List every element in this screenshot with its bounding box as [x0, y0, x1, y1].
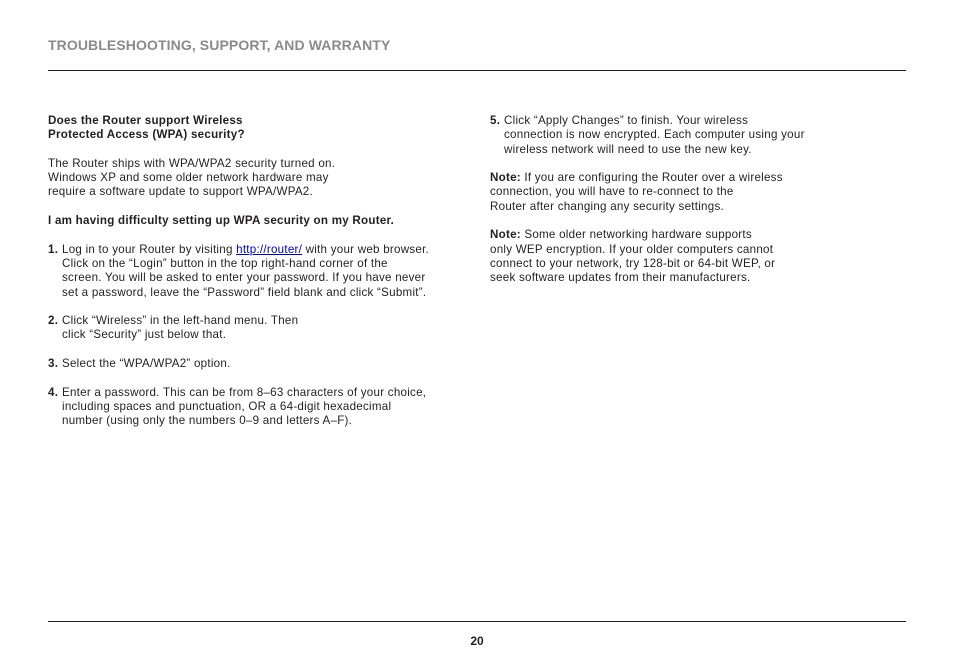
step-3 — [48, 357, 473, 371]
step-text: with your web browser. — [302, 242, 430, 256]
header-divider — [48, 70, 906, 71]
note-line: Router after changing any security settings. — [490, 199, 724, 213]
note-label: Note: — [490, 171, 521, 185]
note-wep-only — [490, 228, 850, 285]
step-2 — [48, 314, 473, 343]
router-link[interactable]: http://router/ — [236, 242, 303, 256]
step-line: connection is now encrypted. Each computer using your — [504, 128, 805, 142]
step-line: wireless network will need to use the new key. — [504, 142, 752, 156]
right-column — [490, 114, 850, 300]
answer-paragraph — [48, 157, 473, 200]
step-line: set a password, leave the “Password” field blank and click “Submit”. — [62, 285, 427, 299]
step-line: number (using only the numbers 0–9 and letters A–F). — [62, 414, 353, 428]
step-number: 4. — [48, 385, 59, 399]
note-line: connection, you will have to re-connect to the — [490, 185, 734, 199]
step-number: 2. — [48, 314, 59, 328]
note-label: Note: — [490, 228, 521, 242]
question-wpa-support — [48, 114, 473, 143]
paragraph-line: Windows XP and some older network hardware may — [48, 171, 329, 185]
step-number: 1. — [48, 242, 59, 256]
footer-divider — [48, 621, 906, 622]
step-line: Select the “WPA/WPA2” option. — [62, 357, 231, 371]
step-line: Click “Apply Changes” to finish. Your wireless — [504, 114, 749, 127]
step-line — [62, 243, 473, 257]
step-4 — [48, 386, 473, 429]
note-line — [490, 171, 850, 185]
step-5 — [490, 114, 850, 157]
step-1 — [48, 243, 473, 300]
note-line: connect to your network, try 128-bit or 64-bit WEP, or — [490, 256, 776, 270]
step-text: Log in to your Router by visiting — [62, 242, 237, 256]
note-wireless-reconnect — [490, 171, 850, 214]
question-wpa-setup: I am having difficulty setting up WPA security on my Router. — [48, 214, 395, 228]
step-line: Enter a password. This can be from 8–63 characters of your choice, — [62, 385, 427, 399]
step-number: 5. — [490, 114, 501, 127]
step-line: including spaces and punctuation, OR a 64-digit hexadecimal — [62, 399, 392, 413]
question-line: Does the Router support Wireless — [48, 114, 243, 127]
note-line — [490, 228, 850, 242]
note-text: Some older networking hardware supports — [520, 228, 752, 242]
left-column — [48, 114, 473, 443]
note-line: seek software updates from their manufacturers. — [490, 271, 751, 285]
section-header: TROUBLESHOOTING, SUPPORT, AND WARRANTY — [48, 37, 391, 53]
step-line: click “Security” just below that. — [62, 328, 227, 342]
step-number: 3. — [48, 357, 59, 371]
step-line: Click on the “Login” button in the top right-hand corner of the — [62, 256, 388, 270]
page-number: 20 — [470, 634, 484, 648]
note-line: only WEP encryption. If your older computers cannot — [490, 242, 774, 256]
step-line: screen. You will be asked to enter your password. If you have never — [62, 271, 426, 285]
note-text: If you are configuring the Router over a wireless — [520, 171, 783, 185]
step-line: Click “Wireless” in the left-hand menu. Then — [62, 314, 299, 328]
paragraph-line: require a software update to support WPA/WPA2. — [48, 185, 313, 199]
question-line: Protected Access (WPA) security? — [48, 128, 245, 142]
paragraph-line: The Router ships with WPA/WPA2 security turned on. — [48, 156, 336, 170]
